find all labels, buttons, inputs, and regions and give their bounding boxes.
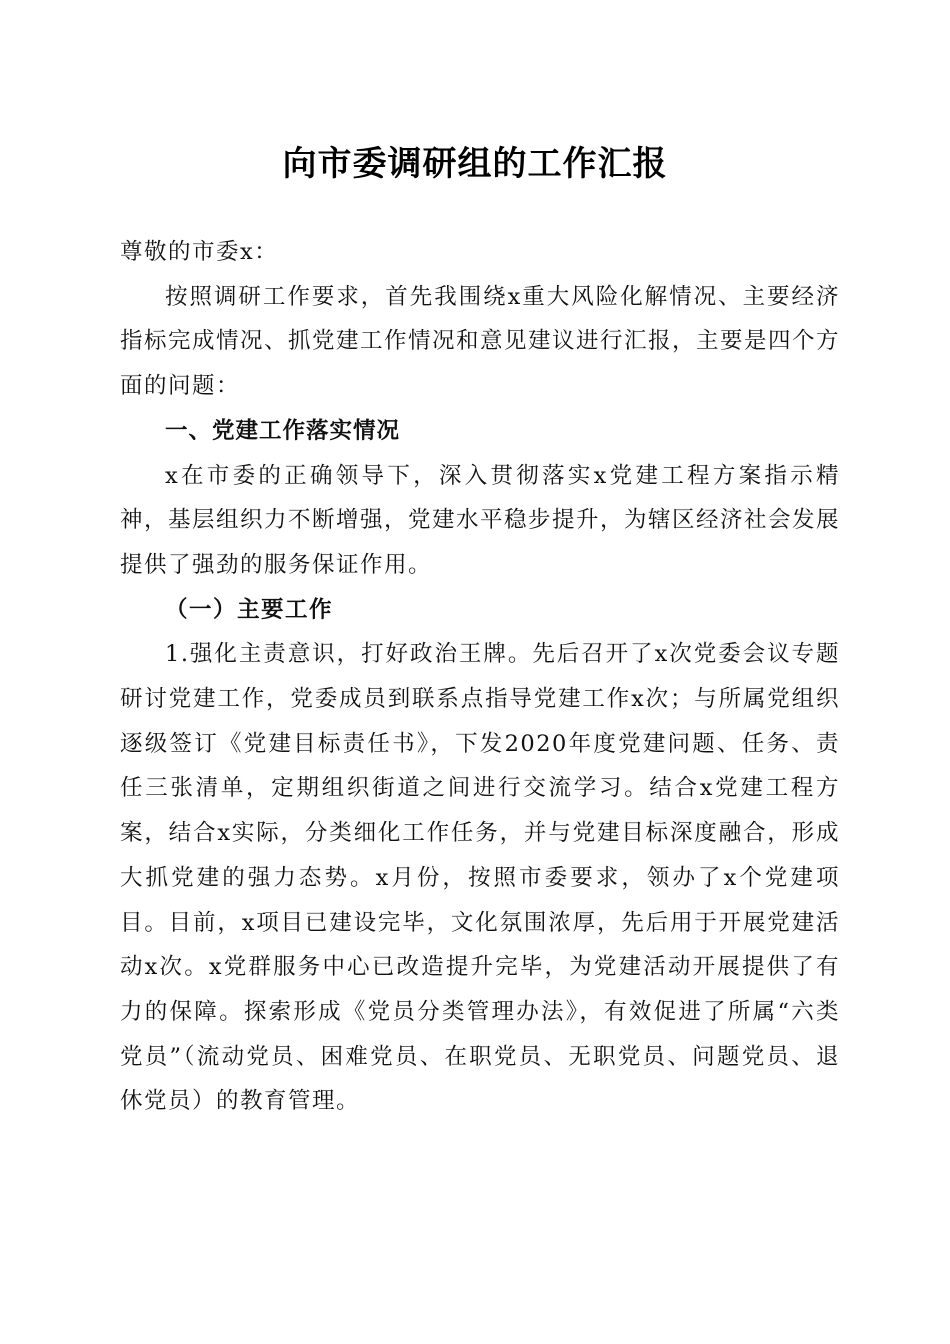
document-title: 向市委调研组的工作汇报 <box>282 144 668 184</box>
subsection-heading: （一）主要工作 <box>165 596 334 623</box>
section-paragraph: x在市委的正确领导下，深入贯彻落实x党建工程方案指示精神，基层组织力不断增强，党建水平稳步提升，为辖区经济社会发展提供了强劲的服务保证作用。 <box>120 462 841 578</box>
section-heading: 一、党建工作落实情况 <box>165 417 401 444</box>
salutation: 尊敬的市委x： <box>120 239 279 265</box>
intro-paragraph: 按照调研工作要求，首先我围绕x重大风险化解情况、主要经济指标完成情况、抓党建工作情况和意见建议进行汇报，主要是四个方面的问题： <box>120 283 841 400</box>
document-body <box>120 230 840 1124</box>
numbered-paragraph: 1.强化主责意识，打好政治王牌。先后召开了x次党委会议专题研讨党建工作，党委成员到联系点指导党建工作x次；与所属党组织逐级签订《党建目标责任书》，下发2020年度党建问题、任务、责任三张清单，定期组织街道之间进行交流学习。结合x党建工程方案，结合x实际，分类细化工作任务，并与党建目标深度融合，形成大抓党建的强力态势。x月份，按照市委要求，领办了x个党建项目。目前，x项目已建设完毕，文化氛围浓厚，先后用于开展党建活动x次。x党群服务中心已改造提升完毕，为党建活动开展提供了有力的保障。探索形成《党员分类管理办法》，有效促进了所属“六类党员”（流动党员、困难党员、在职党员、无职党员、问题党员、退休党员）的教育管理。 <box>120 641 840 1115</box>
